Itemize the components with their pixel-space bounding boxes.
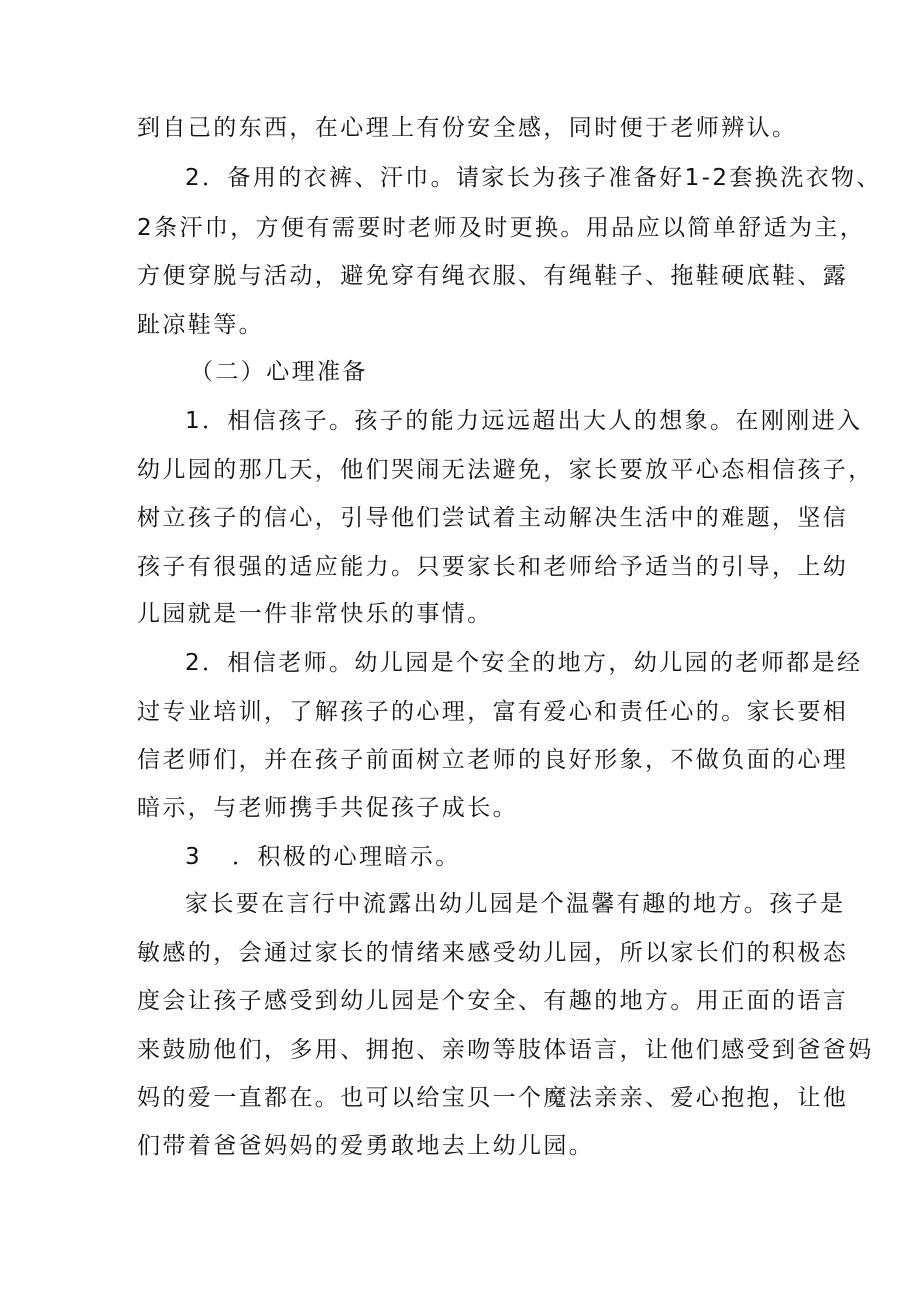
text-line: 来鼓励他们，多用、拥抱、亲吻等肢体语言，让他们感受到爸爸妈: [137, 1037, 874, 1063]
text-line: ．积极的心理暗示。: [232, 844, 461, 870]
text-line: 趾凉鞋等。: [137, 312, 264, 338]
text-line: 孩子有很强的适应能力。只要家长和老师给予适当的引导，上幼: [137, 554, 849, 580]
text-line: 树立孩子的信心，引导他们尝试着主动解决生活中的难题，坚信: [137, 505, 849, 531]
text-line: 儿园就是一件非常快乐的事情。: [137, 601, 493, 627]
list-number: 3: [185, 844, 203, 870]
text-line: 信老师们，并在孩子前面树立老师的良好形象，不做负面的心理: [137, 747, 849, 773]
section-heading: （二）心理准备: [190, 359, 368, 385]
text-line: 妈的爱一直都在。也可以给宝贝一个魔法亲亲、爱心抱抱，让他: [137, 1085, 849, 1111]
text-line: 度会让孩子感受到幼儿园是个安全、有趣的地方。用正面的语言: [137, 988, 849, 1014]
text-line: 暗示，与老师携手共促孩子成长。: [137, 795, 518, 821]
text-line: 2条汗巾，方便有需要时老师及时更换。用品应以简单舒适为主，: [137, 215, 866, 241]
text-line: 2．相信老师。幼儿园是个安全的地方，幼儿园的老师都是经: [185, 650, 863, 676]
text-line: 2．备用的衣裤、汗巾。请家长为孩子准备好1-2套换洗衣物、: [185, 165, 882, 191]
text-line: 过专业培训，了解孩子的心理，富有爱心和责任心的。家长要相: [137, 699, 849, 725]
text-line: 到自己的东西，在心理上有份安全感，同时便于老师辨认。: [137, 115, 798, 141]
text-line: 方便穿脱与活动，避免穿有绳衣服、有绳鞋子、拖鞋硬底鞋、露: [137, 263, 849, 289]
text-line: 们带着爸爸妈妈的爱勇敢地去上幼儿园。: [137, 1133, 595, 1159]
text-line: 敏感的，会通过家长的情绪来感受幼儿园，所以家长们的积极态: [137, 940, 849, 966]
text-line: 1．相信孩子。孩子的能力远远超出大人的想象。在刚刚进入: [185, 408, 863, 434]
text-line: 家长要在言行中流露出幼儿园是个温馨有趣的地方。孩子是: [185, 891, 846, 917]
text-line: 幼儿园的那几天，他们哭闹无法避免，家长要放平心态相信孩子，: [137, 457, 874, 483]
